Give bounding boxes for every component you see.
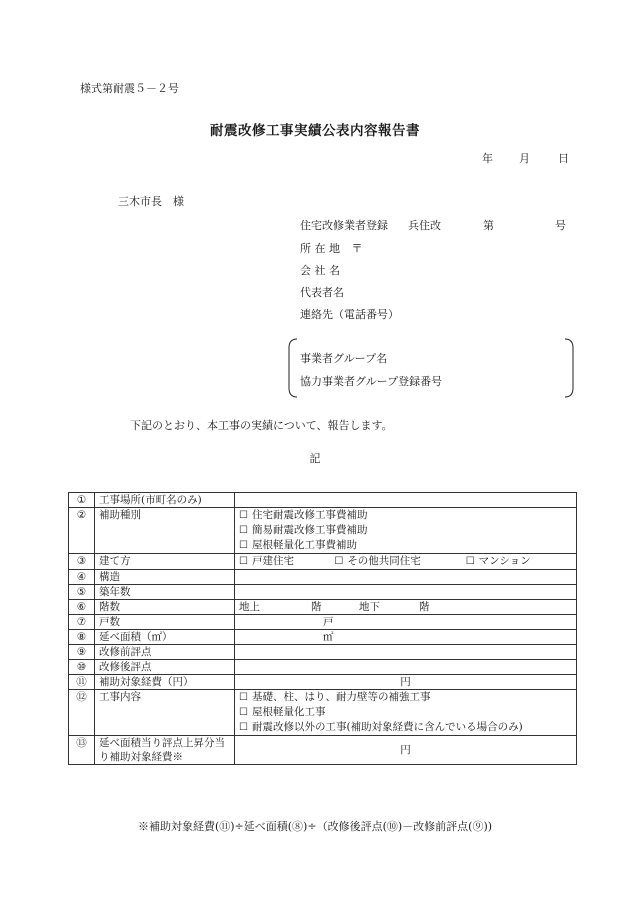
checkbox-icon[interactable]: ☐ <box>239 556 248 567</box>
units-field[interactable]: 戸 <box>235 615 577 630</box>
row-label: 延べ面積（㎡） <box>95 630 235 645</box>
structure-field[interactable] <box>235 570 577 585</box>
post-score-field[interactable] <box>235 660 577 675</box>
checkbox-option[interactable]: ☐ 戸建住宅 <box>239 555 294 567</box>
ki-heading: 記 <box>309 452 321 465</box>
table-row <box>69 508 577 554</box>
checkbox-option[interactable]: ☐ 屋根軽量化工事 <box>239 706 326 718</box>
registration-dai: 第 <box>483 219 494 232</box>
checkbox-option[interactable]: ☐ マンション <box>465 555 531 567</box>
document-title: 耐震改修工事実績公表内容報告書 <box>210 123 420 139</box>
date-year-label: 年 <box>482 152 493 165</box>
addressee: 三木市長 様 <box>118 195 184 208</box>
checkbox-option[interactable]: ☐ 耐震改修以外の工事(補助対象経費に含んでいる場合のみ) <box>239 721 523 733</box>
checkbox-icon[interactable]: ☐ <box>465 556 475 567</box>
checkbox-option[interactable]: ☐ 簡易耐震改修工事費補助 <box>239 524 368 536</box>
representative-label: 代表者名 <box>300 286 344 299</box>
table-row <box>69 675 577 690</box>
table-row <box>69 493 577 508</box>
checkbox-icon[interactable]: ☐ <box>334 556 344 567</box>
building-age-field[interactable] <box>235 585 577 600</box>
construction-location-field[interactable] <box>235 493 577 508</box>
floors-field[interactable]: 地上 階 地下 階 <box>235 600 577 615</box>
date-day-label: 日 <box>558 152 569 165</box>
row-number: ⑤ <box>69 585 95 600</box>
address-label: 所 在 地 <box>300 242 340 255</box>
formula-note: ※補助対象経費(⑪)÷延べ面積(⑧)÷（改修後評点(⑩)－改修前評点(⑨)) <box>137 820 493 833</box>
row-label: 築年数 <box>95 585 235 600</box>
table-row <box>69 736 577 765</box>
table-row <box>69 690 577 736</box>
checkbox-option[interactable]: ☐ 基礎、柱、はり、耐力壁等の補強工事 <box>239 691 431 703</box>
group-name-label: 事業者グループ名 <box>300 352 388 365</box>
subsidy-type-options <box>235 508 577 554</box>
row-label: 改修後評点 <box>95 660 235 675</box>
row-label: 工事内容 <box>95 690 235 736</box>
checkbox-icon[interactable]: ☐ <box>239 540 248 551</box>
checkbox-option[interactable]: ☐ 住宅耐震改修工事費補助 <box>239 509 368 521</box>
cost-per-score-field[interactable]: 円 <box>235 736 577 765</box>
row-label: 建て方 <box>95 554 235 570</box>
postal-mark: 〒 <box>351 242 363 255</box>
row-number: ⑫ <box>69 690 95 736</box>
row-number: ② <box>69 508 95 554</box>
registration-label: 住宅改修業者登録 <box>300 219 388 232</box>
checkbox-option[interactable]: ☐ 屋根軽量化工事費補助 <box>239 539 357 551</box>
row-number: ⑥ <box>69 600 95 615</box>
table-row <box>69 554 577 570</box>
row-number: ③ <box>69 554 95 570</box>
row-number: ⑧ <box>69 630 95 645</box>
table-row <box>69 585 577 600</box>
row-label: 延べ面積当り評点上昇分当り補助対象経費※ <box>95 736 235 765</box>
row-number: ⑦ <box>69 615 95 630</box>
row-number: ① <box>69 493 95 508</box>
table-row <box>69 630 577 645</box>
checkbox-icon[interactable]: ☐ <box>239 707 248 718</box>
checkbox-icon[interactable]: ☐ <box>239 722 248 733</box>
row-label: 補助対象経費（円） <box>95 675 235 690</box>
subsidy-cost-field[interactable]: 円 <box>235 675 577 690</box>
row-label: 工事場所(市町名のみ) <box>95 493 235 508</box>
registration-prefix: 兵住改 <box>408 219 441 232</box>
form-number: 様式第耐震５－２号 <box>80 82 179 95</box>
report-table <box>68 492 577 765</box>
building-type-options <box>235 554 577 570</box>
checkbox-icon[interactable]: ☐ <box>239 525 248 536</box>
date-month-label: 月 <box>519 152 530 165</box>
address-line <box>300 240 363 256</box>
company-label: 会 社 名 <box>300 264 340 277</box>
row-number: ④ <box>69 570 95 585</box>
registration-go: 号 <box>555 219 566 232</box>
checkbox-icon[interactable]: ☐ <box>239 692 248 703</box>
table-row <box>69 615 577 630</box>
row-number: ⑨ <box>69 645 95 660</box>
row-label: 構造 <box>95 570 235 585</box>
row-number: ⑪ <box>69 675 95 690</box>
checkbox-icon[interactable]: ☐ <box>239 510 248 521</box>
pre-score-field[interactable] <box>235 645 577 660</box>
row-label: 階数 <box>95 600 235 615</box>
table-row <box>69 660 577 675</box>
group-bracket <box>287 338 575 398</box>
intro-text: 下記のとおり、本工事の実績について、報告します。 <box>130 419 393 432</box>
floor-area-field[interactable]: ㎡ <box>235 630 577 645</box>
row-number: ⑬ <box>69 736 95 765</box>
table-row <box>69 600 577 615</box>
table-row <box>69 570 577 585</box>
row-label: 補助種別 <box>95 508 235 554</box>
work-content-options <box>235 690 577 736</box>
coop-registration-label: 協力事業者グループ登録番号 <box>300 375 443 388</box>
table-row <box>69 645 577 660</box>
row-label: 改修前評点 <box>95 645 235 660</box>
checkbox-option[interactable]: ☐ その他共同住宅 <box>334 555 421 567</box>
row-number: ⑩ <box>69 660 95 675</box>
contact-label: 連絡先（電話番号） <box>300 308 399 321</box>
row-label: 戸数 <box>95 615 235 630</box>
